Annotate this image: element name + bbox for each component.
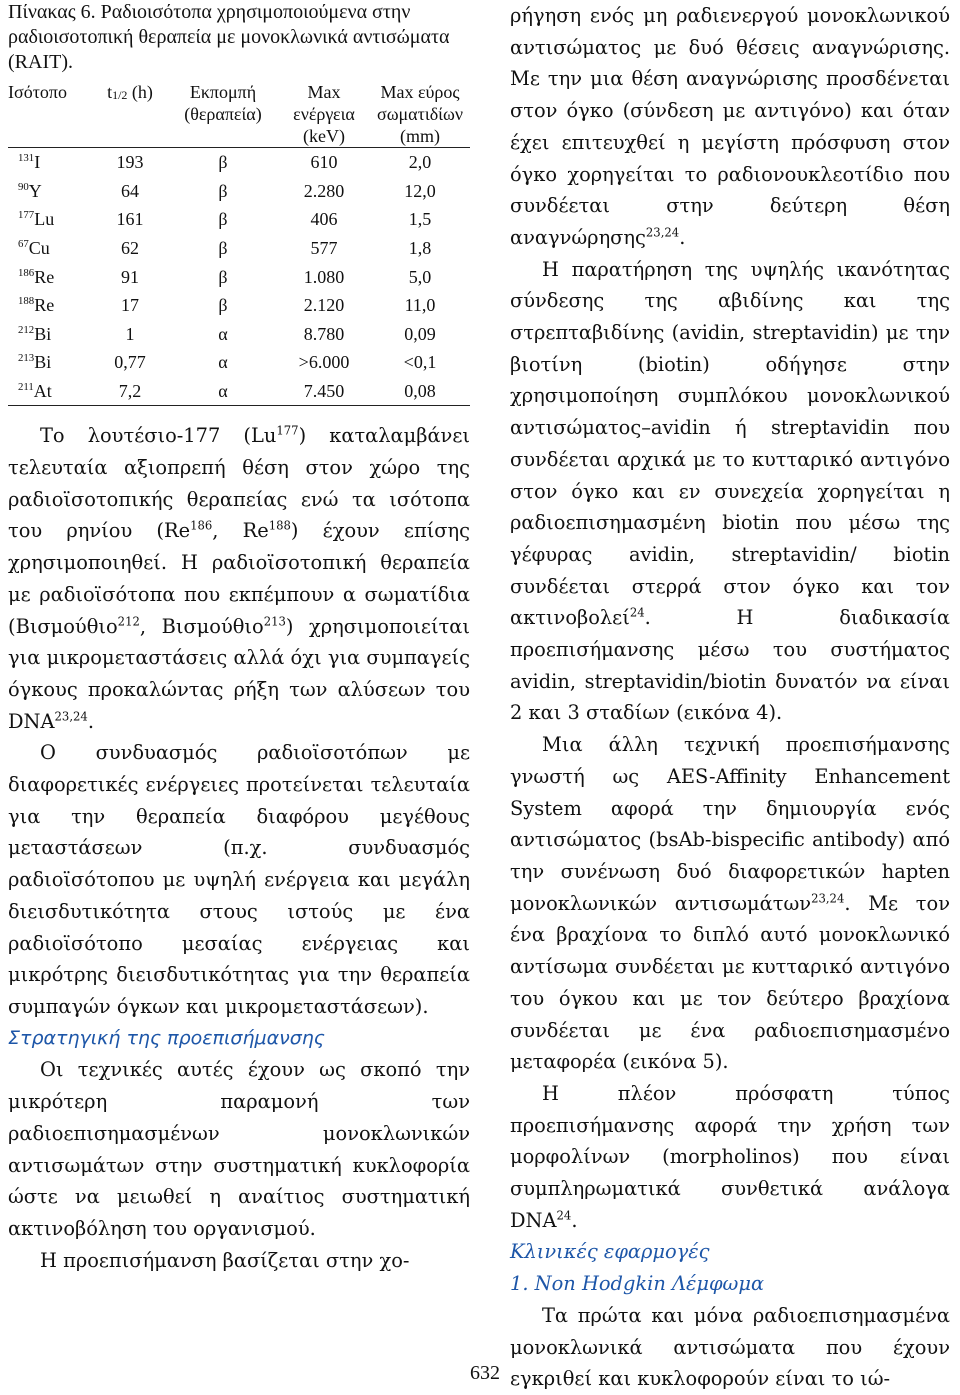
- cell-max-energy: 1.080: [303, 266, 345, 287]
- cell-isotope: $^{177}$Lu: [18, 209, 55, 230]
- table-row: [8, 291, 470, 320]
- cell-max-range: 5,0: [408, 266, 432, 287]
- cell-max-energy: 610: [310, 152, 338, 173]
- table-row: [8, 205, 470, 234]
- cell-emission: β: [218, 180, 228, 201]
- cell-half-life: 62: [121, 238, 139, 259]
- cell-isotope: $^{90}$Y: [18, 180, 42, 201]
- cell-max-range: 1,5: [408, 209, 432, 230]
- cell-half-life: 7,2: [118, 381, 142, 402]
- paragraph: Η πλέον πρόσφατη τύπος προεπισήμανσης αφορά την χρήση των μορφολίνων (morpholinos) που είναι συμπληρωματικά συνθετικά ανάλογα DNA$^{24}$.: [510, 1081, 950, 1232]
- cell-isotope: $^{131}$I: [18, 152, 41, 173]
- cell-half-life: 91: [121, 266, 139, 287]
- col-header-max-range: Max εύρος σωματιδίων (mm): [376, 82, 464, 146]
- table-caption: Πίνακας 6. Ραδιοισότοπα χρησιμοποιούμενα στην ραδιοισοτοπική θεραπεία με μονοκλωνικά αντισώματα (RAIT).: [8, 1, 450, 73]
- cell-emission: β: [218, 295, 228, 316]
- cell-max-energy: >6.000: [298, 352, 350, 373]
- cell-emission: β: [218, 209, 228, 230]
- cell-isotope: $^{213}$Bi: [18, 352, 52, 373]
- cell-half-life: 1: [125, 323, 135, 344]
- cell-isotope: $^{211}$At: [18, 381, 52, 402]
- cell-half-life: 161: [116, 209, 144, 230]
- paragraph: Η παρατήρηση της υψηλής ικανότητας σύνδεσης της αβιδίνης και της στρεπταβιδίνης (avidin, streptavidin) με την βιοτίνη (biotin) οδήγησε στην χρησιμοποίηση συμπλόκου μονοκλωνικού αντισώματος–avidin ή streptavidin που συνδέεται αρχικά με το κυτταρικό αντιγόνο στον όγκο και εν συνεχεία χορηγείται η ραδιοεπισημασμένη biotin που μέσω της γέφυρας avidin, streptavidin/ biotin συνδέεται στερρά στον όγκο και τον ακτινοβολεί$^{24}$. Η διαδικασία προεπισήμανσης μέσω του συστήματος avidin, streptavidin/biotin δυνατόν να είναι 2 και 3 σταδίων (εικόνα 4).: [510, 257, 950, 725]
- col-header-half-life: t1/2 (h): [107, 82, 153, 102]
- paragraph: Οι τεχνικές αυτές έχουν ως σκοπό την μικρότερη παραμονή των ραδιοεπισημασμένων μονοκλωνικών αντισωμάτων στην συστηματική κυκλοφορία ώστε να μειωθεί η αναίτιος συστηματική ακτινοβόληση του οργανισμού.: [8, 1058, 470, 1240]
- paragraph: Η προεπισήμανση βασίζεται στην χο-: [40, 1248, 410, 1272]
- cell-emission: β: [218, 152, 228, 173]
- cell-half-life: 64: [121, 180, 139, 201]
- left-column: [8, 0, 470, 1276]
- cell-max-range: 0,09: [404, 323, 436, 344]
- section-heading: Στρατηγική της προεπισήμανσης: [8, 1026, 325, 1049]
- paragraph: Ο συνδυασμός ραδιοϊσοτόπων με διαφορετικές ενέργειες προτείνεται τελευταία για την θεραπεία διαφόρου μεγέθους μεταστάσεων (π.χ. συνδυασμός ραδιοϊσότοπου με υψηλή ενέργεια και μεγάλη διεισδυτικότητα στους ιστούς με ένα ραδιοϊσότοπο μεσαίας ενέργειας και μικρότρης διεισδυτικότητας για την θεραπεία συμπαγών όγκων και μικρομεταστάσεων).: [8, 741, 470, 1018]
- right-column: [510, 0, 950, 1395]
- table-row: [8, 234, 470, 263]
- cell-max-energy: 8.780: [303, 323, 345, 344]
- cell-max-range: 11,0: [404, 295, 436, 316]
- cell-max-energy: 577: [310, 238, 338, 259]
- paragraph: Μια άλλη τεχνική προεπισήμανσης γνωστή ως AES-Affinity Enhancement System αφορά την δημιουργία ενός αντισώματος (bsAb-bispecific antibody) από την συνένωση δυό διαφορετικών hapten μονοκλωνικών αντισωμάτων$^{23,24}$. Με τον ένα βραχίονα το διπλό αυτό μονοκλωνικό αντίσωμα συνδέεται με κυτταρικό αντιγόνο του όγκου και με τον δεύτερο βραχίονα συνδέεται με ένα ραδιοεπισημασμένο μεταφορέα (εικόνα 5).: [510, 733, 950, 1074]
- cell-emission: α: [218, 323, 228, 344]
- paragraph: ρήγηση ενός μη ραδιενεργού μονοκλωνικού αντισώματος με δυό θέσεις αναγνώρισης. Με την μια θέση αναγνώρισης προσδένεται στον όγκο (σύνδεση με αντιγόνο) και όταν έχει επιτευχθεί η μεγίστη πρόσφυση στον όγκο χορηγείται το ραδιονουκλεοτίδιο που συνδέεται στην δεύτερη θέση αναγνώρησης$^{23,24}$.: [510, 4, 950, 249]
- paragraph: Το λουτέσιο-177 (Lu$^{177}$) καταλαμβάνει τελευταία αξιοπρεπή θέση στον χώρο της ραδιοϊσοτοπικής θεραπείας ενώ τα ισότοπα του ρηνίου (Re$^{186}$, Re$^{188}$) έχουν επίσης χρησιμοποιηθεί. Η ραδιοϊσοτοπική θεραπεία με ραδιοϊσότοπα που εκπέμπουν α σωματίδια (Βισμούθιο$^{212}$, Βισμούθιο$^{213}$) χρησιμοποιείται για μικρομεταστάσεις αλλά όχι για συμπαγείς όγκους προκαλώντας ρήξη των αλύσεων του DNA$^{23,24}$.: [8, 423, 471, 733]
- cell-half-life: 17: [121, 295, 139, 316]
- table-row: [8, 177, 470, 206]
- col-header-emission: Εκπομπή (θεραπεία): [184, 82, 262, 124]
- cell-max-range: 2,0: [408, 152, 432, 173]
- table-row: [8, 320, 470, 349]
- cell-max-energy: 2.280: [303, 180, 345, 201]
- paragraph: Τα πρώτα και μόνα ραδιοεπισημασμένα μονοκλωνικά αντισώματα που έχουν εγκριθεί και κυκλοφορούν είναι το ιώ-: [510, 1303, 950, 1391]
- col-header-isotope: Ισότοπο: [8, 82, 68, 102]
- cell-max-energy: 2.120: [303, 295, 345, 316]
- table-row: [8, 262, 470, 291]
- cell-isotope: $^{188}$Re: [18, 295, 55, 316]
- cell-emission: α: [218, 352, 228, 373]
- table-header-row: [8, 81, 470, 148]
- cell-emission: α: [218, 381, 228, 402]
- cell-emission: β: [218, 266, 228, 287]
- cell-max-range: 0,08: [404, 381, 436, 402]
- cell-half-life: 0,77: [114, 352, 146, 373]
- table-row: [8, 377, 470, 406]
- cell-isotope: $^{186}$Re: [18, 266, 55, 287]
- page-number: 632: [470, 1362, 500, 1384]
- col-header-max-energy: Max ενέργεια (keV): [293, 82, 355, 146]
- subsection-heading: 1. Non Hodgkin Λέμφωμα: [510, 1272, 765, 1296]
- table-row: [8, 148, 470, 177]
- cell-isotope: $^{212}$Bi: [18, 323, 52, 344]
- cell-emission: β: [218, 238, 228, 259]
- cell-max-energy: 7.450: [303, 381, 345, 402]
- cell-max-range: 1,8: [408, 238, 432, 259]
- isotope-table: [8, 81, 470, 406]
- table-row: [8, 348, 470, 377]
- cell-max-energy: 406: [310, 209, 338, 230]
- section-heading: Κλινικές εφαρμογές: [510, 1240, 710, 1264]
- cell-max-range: 12,0: [404, 180, 436, 201]
- left-body-text: [8, 420, 470, 1276]
- cell-isotope: $^{67}$Cu: [18, 238, 50, 259]
- cell-half-life: 193: [116, 152, 144, 173]
- cell-max-range: <0,1: [403, 352, 437, 373]
